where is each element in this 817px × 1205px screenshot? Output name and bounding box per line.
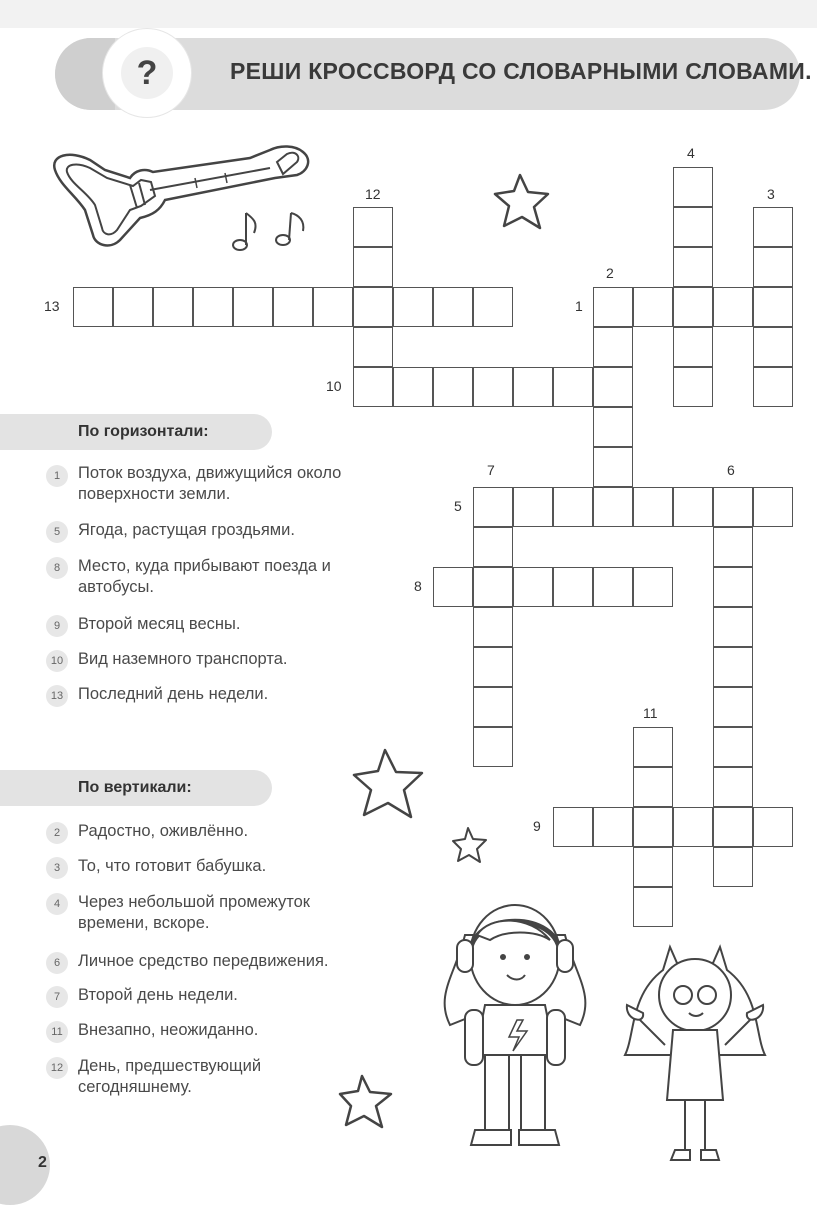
crossword-cell-5-across[interactable]	[633, 487, 673, 527]
crossword-cell-10-across[interactable]	[513, 367, 553, 407]
across-clue-8: Место, куда прибывают поезда и автобусы.	[78, 557, 331, 596]
page-title: РЕШИ КРОССВОРД СО СЛОВАРНЫМИ СЛОВАМИ.	[230, 58, 812, 84]
down-heading: По вертикали:	[78, 779, 192, 796]
down-clue-12: День, предшествующий сегодняшнему.	[78, 1057, 262, 1096]
crossword-cell-1-across[interactable]	[673, 287, 713, 327]
crossword-cell-7-down[interactable]	[473, 727, 513, 767]
clue-number: 1	[46, 465, 68, 487]
clue-number: 12	[46, 1057, 68, 1079]
clue-number: 3	[46, 857, 68, 879]
crossword-cell-11-down[interactable]	[633, 847, 673, 887]
crossword-cell-1-across[interactable]	[753, 287, 793, 327]
grid-number: 4	[687, 145, 695, 161]
crossword-cell-8-across[interactable]	[553, 567, 593, 607]
crossword-cell-4-down[interactable]	[673, 367, 713, 407]
across-heading: По горизонтали:	[78, 423, 209, 440]
crossword-cell-8-across[interactable]	[473, 567, 513, 607]
crossword-cell-11-down[interactable]	[633, 767, 673, 807]
crossword-cell-13-across[interactable]	[73, 287, 113, 327]
crossword-cell-12-down[interactable]	[353, 247, 393, 287]
down-clue-6: Личное средство передвижения.	[78, 952, 329, 970]
crossword-cell-1-across[interactable]	[633, 287, 673, 327]
crossword-cell-13-across[interactable]	[233, 287, 273, 327]
crossword-cell-2-down[interactable]	[593, 367, 633, 407]
crossword-cell-6-down[interactable]	[713, 767, 753, 807]
crossword-cell-6-down[interactable]	[713, 647, 753, 687]
crossword-cell-2-down[interactable]	[593, 447, 633, 487]
crossword-cell-3-down[interactable]	[753, 207, 793, 247]
star-icon	[490, 170, 555, 235]
clue-number: 4	[46, 893, 68, 915]
question-mark-icon: ?	[136, 54, 158, 92]
clue-number: 10	[46, 650, 68, 672]
down-clue-3: То, что готовит бабушка.	[78, 857, 267, 875]
crossword-cell-8-across[interactable]	[513, 567, 553, 607]
crossword-cell-3-down[interactable]	[753, 247, 793, 287]
grid-number: 5	[454, 498, 462, 514]
down-clue-7: Второй день недели.	[78, 986, 238, 1004]
crossword-cell-2-down[interactable]	[593, 287, 633, 327]
crossword-cell-2-down[interactable]	[593, 407, 633, 447]
grid-number: 10	[326, 378, 342, 394]
across-clue-10: Вид наземного транспорта.	[78, 650, 288, 668]
girl-with-glasses-illustration	[615, 935, 775, 1165]
clue-number: 11	[46, 1021, 68, 1043]
crossword-cell-7-down[interactable]	[473, 687, 513, 727]
grid-number: 8	[414, 578, 422, 594]
crossword-cell-5-across[interactable]	[593, 487, 633, 527]
crossword-cell-9-across[interactable]	[633, 807, 673, 847]
crossword-cell-9-across[interactable]	[713, 807, 753, 847]
grid-number: 7	[487, 462, 495, 478]
crossword-cell-10-across[interactable]	[473, 367, 513, 407]
star-icon	[450, 825, 490, 865]
clue-number: 6	[46, 952, 68, 974]
crossword-cell-5-across[interactable]	[473, 487, 513, 527]
clue-number: 5	[46, 521, 68, 543]
clue-number: 2	[46, 822, 68, 844]
crossword-cell-3-down[interactable]	[753, 367, 793, 407]
crossword-cell-10-across[interactable]	[553, 367, 593, 407]
crossword-cell-13-across[interactable]	[473, 287, 513, 327]
crossword-cell-2-down[interactable]	[593, 327, 633, 367]
down-clue-11: Внезапно, неожиданно.	[78, 1021, 259, 1039]
across-clue-1: Поток воздуха, движущийся около поверхности земли.	[78, 464, 342, 503]
crossword-cell-10-across[interactable]	[433, 367, 473, 407]
music-note-icon	[230, 205, 265, 255]
crossword-cell-8-across[interactable]	[633, 567, 673, 607]
across-clue-13: Последний день недели.	[78, 685, 269, 703]
crossword-cell-5-across[interactable]	[553, 487, 593, 527]
crossword-cell-9-across[interactable]	[593, 807, 633, 847]
crossword-cell-9-across[interactable]	[553, 807, 593, 847]
crossword-cell-4-down[interactable]	[673, 327, 713, 367]
crossword-cell-4-down[interactable]	[673, 167, 713, 207]
crossword-cell-4-down[interactable]	[673, 247, 713, 287]
crossword-cell-13-across[interactable]	[193, 287, 233, 327]
crossword-cell-9-across[interactable]	[753, 807, 793, 847]
grid-number: 6	[727, 462, 735, 478]
down-clue-4: Через небольшой промежуток времени, вскоре.	[78, 893, 310, 932]
crossword-cell-13-across[interactable]	[313, 287, 353, 327]
crossword-cell-7-down[interactable]	[473, 527, 513, 567]
grid-number: 3	[767, 186, 775, 202]
star-icon	[337, 1072, 397, 1132]
clue-number: 9	[46, 615, 68, 637]
crossword-cell-5-across[interactable]	[513, 487, 553, 527]
crossword-cell-12-down[interactable]	[353, 207, 393, 247]
crossword-cell-8-across[interactable]	[593, 567, 633, 607]
across-clue-5: Ягода, растущая гроздьями.	[78, 521, 295, 539]
clue-number: 8	[46, 557, 68, 579]
grid-number: 12	[365, 186, 381, 202]
across-clue-9: Второй месяц весны.	[78, 615, 241, 633]
crossword-cell-6-down[interactable]	[713, 527, 753, 567]
crossword-cell-13-across[interactable]	[113, 287, 153, 327]
crossword-cell-6-down[interactable]	[713, 727, 753, 767]
question-badge	[102, 28, 192, 118]
music-note-icon	[273, 205, 313, 250]
crossword-cell-6-down[interactable]	[713, 567, 753, 607]
crossword-cell-7-down[interactable]	[473, 607, 513, 647]
crossword-cell-13-across[interactable]	[353, 287, 393, 327]
crossword-cell-11-down[interactable]	[633, 727, 673, 767]
crossword-cell-13-across[interactable]	[433, 287, 473, 327]
top-pattern-strip	[0, 0, 817, 28]
crossword-cell-10-across[interactable]	[393, 367, 433, 407]
crossword-cell-3-down[interactable]	[753, 327, 793, 367]
crossword-cell-5-across[interactable]	[673, 487, 713, 527]
crossword-cell-13-across[interactable]	[393, 287, 433, 327]
star-icon	[350, 745, 430, 825]
crossword-cell-8-across[interactable]	[433, 567, 473, 607]
crossword-cell-4-down[interactable]	[673, 207, 713, 247]
crossword-cell-13-across[interactable]	[153, 287, 193, 327]
girl-with-headphones-illustration	[435, 895, 595, 1155]
grid-number: 1	[575, 298, 583, 314]
grid-number: 13	[44, 298, 60, 314]
crossword-cell-1-across[interactable]	[713, 287, 753, 327]
crossword-cell-7-down[interactable]	[473, 647, 513, 687]
grid-number: 11	[643, 705, 658, 721]
crossword-cell-12-down[interactable]	[353, 327, 393, 367]
crossword-cell-9-across[interactable]	[673, 807, 713, 847]
clue-number: 7	[46, 986, 68, 1008]
grid-number: 2	[606, 265, 614, 281]
crossword-cell-5-across[interactable]	[753, 487, 793, 527]
down-clue-2: Радостно, оживлённо.	[78, 822, 249, 840]
crossword-cell-11-down[interactable]	[633, 887, 673, 927]
crossword-cell-5-across[interactable]	[713, 487, 753, 527]
crossword-cell-6-down[interactable]	[713, 687, 753, 727]
crossword-cell-6-down[interactable]	[713, 847, 753, 887]
grid-number: 9	[533, 818, 541, 834]
crossword-cell-6-down[interactable]	[713, 607, 753, 647]
clue-number: 13	[46, 685, 68, 707]
crossword-cell-13-across[interactable]	[273, 287, 313, 327]
crossword-cell-10-across[interactable]	[353, 367, 393, 407]
page-number: 2	[38, 1154, 47, 1171]
